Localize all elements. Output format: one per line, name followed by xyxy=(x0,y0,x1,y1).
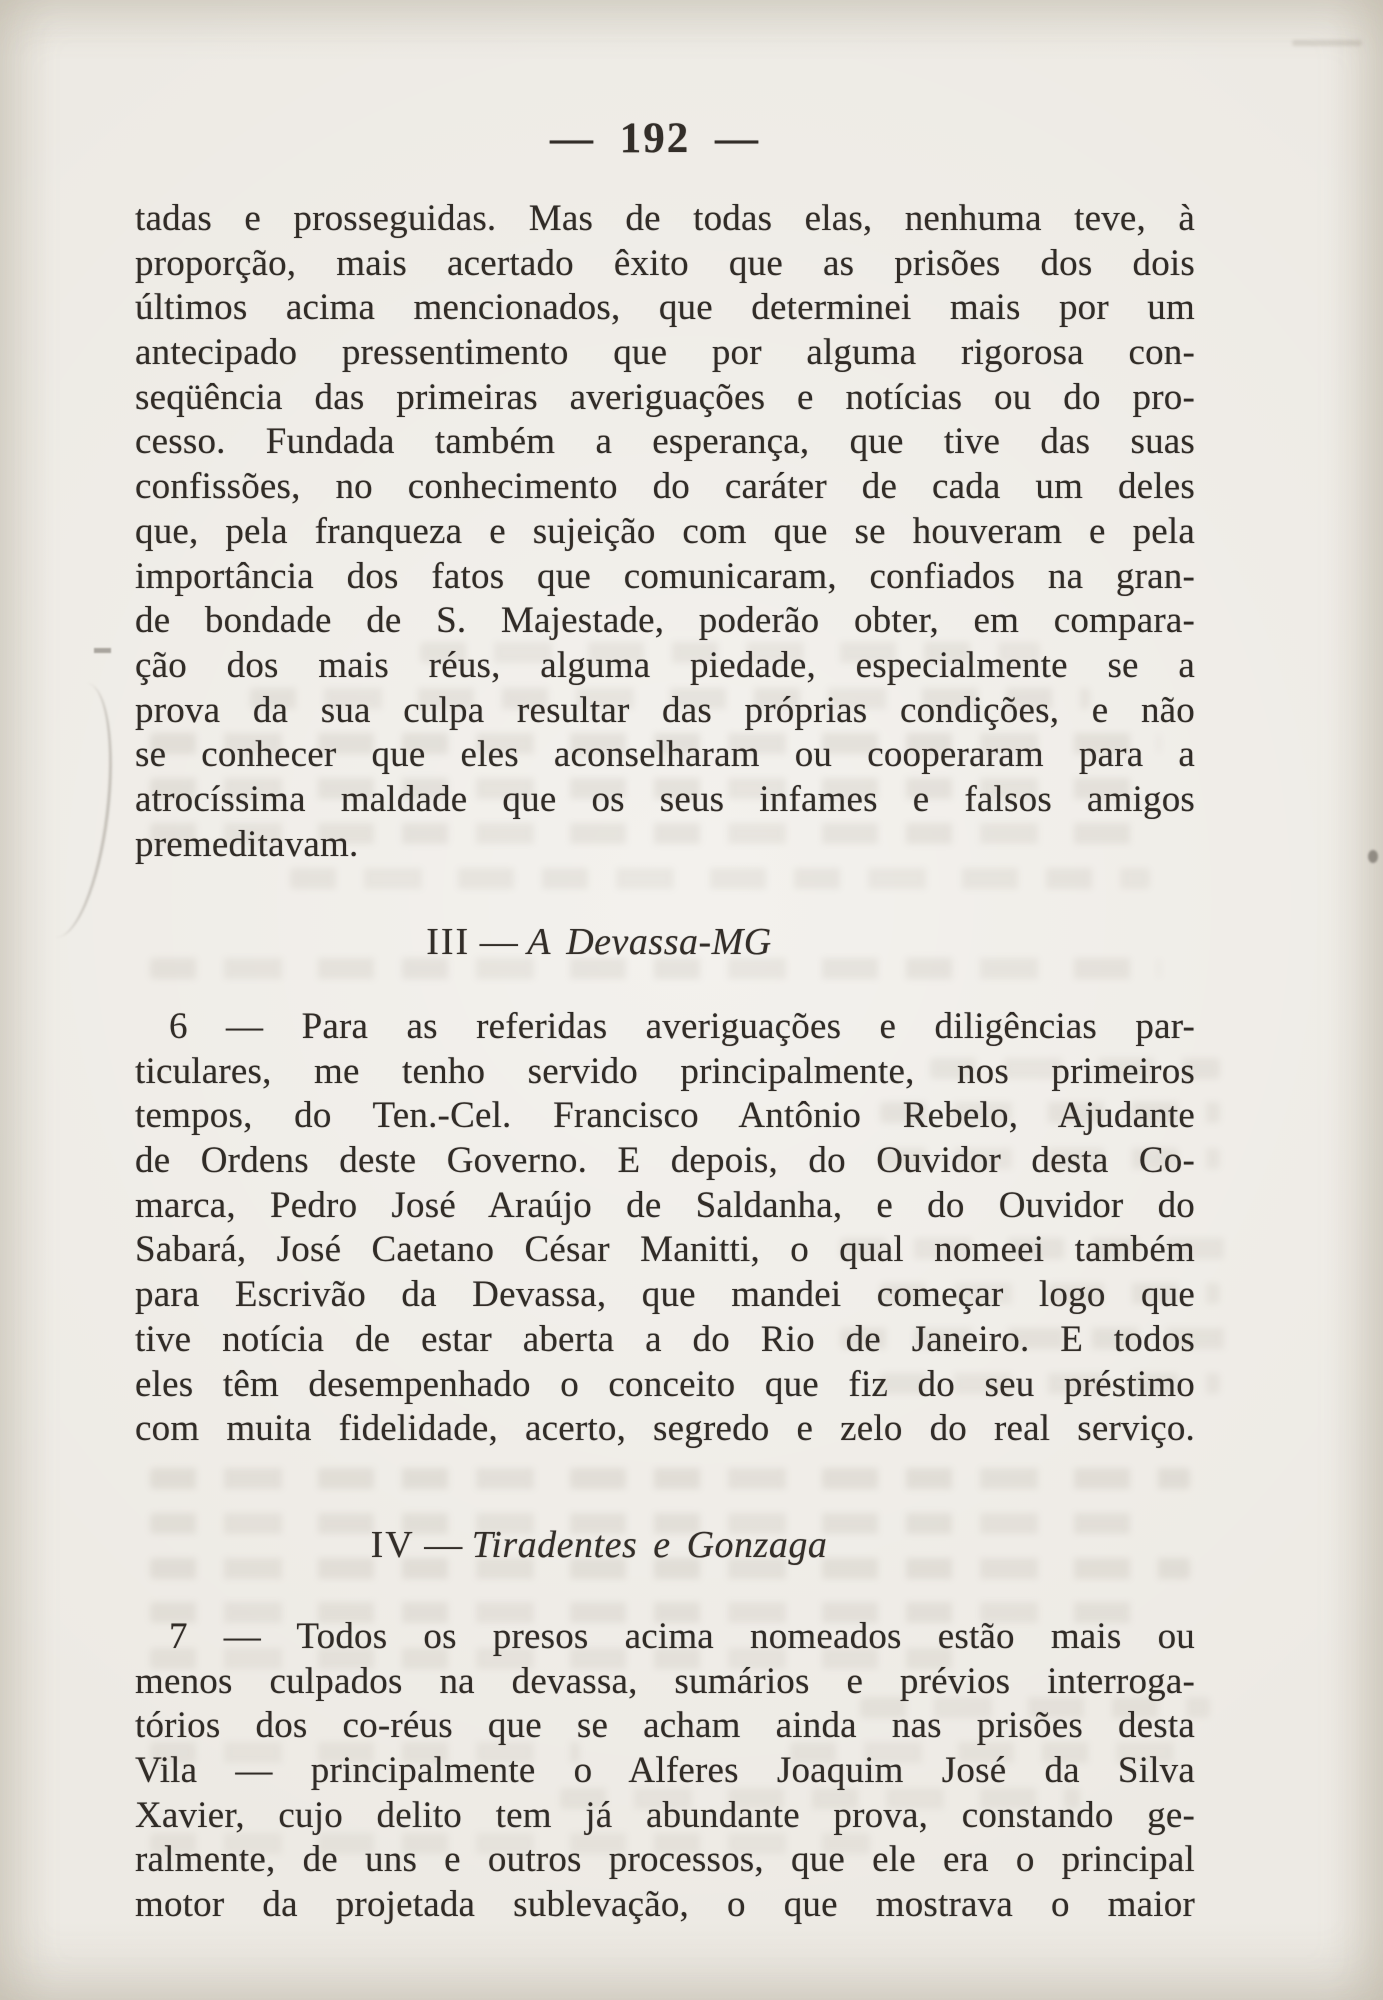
text-line: se conhecer que eles aconselharam ou cooperaram para a xyxy=(135,734,1195,776)
text-line: com muita fidelidade, acerto, segredo e zelo do real serviço. xyxy=(135,1408,1195,1450)
section-heading-text xyxy=(371,1524,828,1566)
bleed-through-artifact xyxy=(150,1468,1190,1489)
text-line: marca, Pedro José Araújo de Saldanha, e do Ouvidor do xyxy=(135,1184,1195,1226)
paragraph-continuation xyxy=(135,197,1195,867)
text-line: Vila — principalmente o Alferes Joaquim José da Silva xyxy=(135,1750,1195,1792)
text-line: tempos, do Ten.-Cel. Francisco Antônio Rebelo, Ajudante xyxy=(135,1095,1195,1137)
text-line: ticulares, me tenho servido principalmente, nos primeiros xyxy=(135,1050,1195,1092)
text-line: ralmente, de uns e outros processos, que ele era o principal xyxy=(135,1839,1195,1881)
scan-scratch-artifact xyxy=(1292,40,1362,46)
text-line: Xavier, cujo delito tem já abundante prova, constando ge- xyxy=(135,1794,1195,1836)
ink-speck-artifact xyxy=(1368,850,1378,863)
text-line: 6 — Para as referidas averiguações e diligências par- xyxy=(169,1006,1195,1047)
ink-mark-artifact xyxy=(94,648,111,653)
section-title: Tiradentes e Gonzaga xyxy=(471,1524,828,1566)
text-line: para Escrivão da Devassa, que mandei começar logo que xyxy=(135,1274,1195,1316)
text-line: ção dos mais réus, alguma piedade, especialmente se a xyxy=(135,644,1195,686)
paragraph-7 xyxy=(135,1615,1195,1928)
text-line: motor da projetada sublevação, o que mostrava o maior xyxy=(135,1884,1195,1926)
section-separator: — xyxy=(414,1524,472,1566)
text-line: prova da sua culpa resultar das próprias condições, e não xyxy=(135,689,1195,731)
text-line: Sabará, José Caetano César Manitti, o qual nomeei também xyxy=(135,1229,1195,1271)
text-line: premeditavam. xyxy=(135,823,359,865)
section-heading-text xyxy=(426,921,772,963)
paragraph-6 xyxy=(135,1005,1195,1452)
bleed-through-artifact xyxy=(290,868,1150,889)
section-heading-iii xyxy=(135,919,1195,965)
page-curl-hair-artifact xyxy=(19,678,125,941)
text-line: de bondade de S. Majestade, poderão obter, em compara- xyxy=(135,600,1195,642)
section-numeral: III xyxy=(426,921,471,963)
text-line: menos culpados na devassa, sumários e prévios interroga- xyxy=(135,1660,1195,1702)
text-line: que, pela franqueza e sujeição com que se houveram e pela xyxy=(135,510,1195,552)
section-separator: — xyxy=(470,921,528,963)
text-line: de Ordens deste Governo. E depois, do Ouvidor desta Co- xyxy=(135,1140,1195,1182)
text-line: importância dos fatos que comunicaram, confiados na gran- xyxy=(135,555,1195,597)
text-line: últimos acima mencionados, que determinei mais por um xyxy=(135,287,1195,329)
text-line: seqüência das primeiras averiguações e notícias ou do pro- xyxy=(135,376,1195,418)
page-number: — 192 — xyxy=(550,115,760,162)
text-line: 7 — Todos os presos acima nomeados estão mais ou xyxy=(169,1616,1195,1657)
text-line: antecipado pressentimento que por alguma rigorosa con- xyxy=(135,332,1195,374)
text-line: confissões, no conhecimento do caráter de cada um deles xyxy=(135,466,1195,508)
section-heading-iv xyxy=(135,1522,1195,1568)
text-line: eles têm desempenhado o conceito que fiz do seu préstimo xyxy=(135,1363,1195,1405)
section-title: A Devassa-MG xyxy=(527,921,772,963)
text-line: atrocíssima maldade que os seus infames e falsos amigos xyxy=(135,778,1195,820)
text-line: tive notícia de estar aberta a do Rio de Janeiro. E todos xyxy=(135,1318,1195,1360)
text-line: cesso. Fundada também a esperança, que tive das suas xyxy=(135,421,1195,463)
text-line: tórios dos co-réus que se acham ainda nas prisões desta xyxy=(135,1705,1195,1747)
text-line: proporção, mais acertado êxito que as prisões dos dois xyxy=(135,242,1195,284)
section-numeral: IV xyxy=(370,1524,415,1566)
text-line: tadas e prosseguidas. Mas de todas elas, nenhuma teve, à xyxy=(135,198,1195,239)
